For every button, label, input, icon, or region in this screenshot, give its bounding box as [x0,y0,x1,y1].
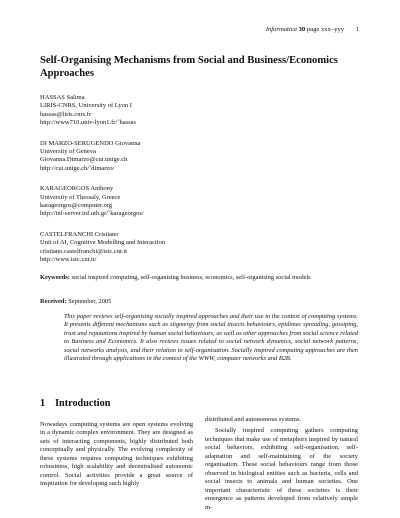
author-affiliation: University of Thessaly, Greece [40,193,121,201]
page-number: 1 [355,26,359,33]
author-url[interactable]: http://inf-server.inf.uth.gr/˜karageorgos/ [40,210,144,218]
author-block [40,94,360,128]
section-number: 1 [40,398,46,409]
body-column-left [40,421,193,489]
author-email[interactable]: Giovanna.Dimarzo@cui.unige.ch [40,156,128,164]
journal-volume: 30 [298,26,306,33]
author-url[interactable]: http://www710.univ-lyon1.fr/˜hassas [40,119,137,127]
author-block [40,231,360,265]
paper-title: Self-Organising Mechanisms from Social and Business/Economics Approaches [40,55,338,79]
keywords [40,274,360,283]
body-paragraph: Nowadays computing systems are open systems evolving in a dynamic complex environment. They are designed as sets of interacting components, highly distributed both conceptually and physically. The evolving complexity of these systems requires computing techniques exhibiting robustness, high scalability and decentralised autonomic control. Social activities provide a great source of inspiration for developing such highly [40,421,193,488]
author-url[interactable]: http://www.istc.cnr.it/ [40,256,97,264]
author-name: HASSAS Salima [40,94,85,101]
author-name: DI MARZO-SERUGENDO Giovanna [40,139,141,147]
received-value: September, 2005 [68,298,112,305]
author-email[interactable]: cristiano.castelfranchi@istc.cnr.it [40,247,128,255]
author-name: CASTELFRANCHI Cristiano [40,230,119,238]
section-title: Introduction [55,398,111,409]
running-head [266,26,359,33]
author-block [40,140,360,174]
abstract: This paper reviews self-organising socially inspired approaches and their use in the context of computing systems. It presents different mechanisms such as stigmergy from social insects behaviours, epidimec spreading, gossiping, trust and reputations inspired by human social behaviours, as well as other approaches from social science related to Business and Economics. It also reviews issues related to social network dynamics, social network patterns, social networks analysis, and their relation to self-organisation. Socially inspired computing approaches are then illustrated through applications in the context of the WWW, computer networks and B2B. [64,313,358,363]
received-date [40,298,111,305]
journal-pages: page xxx–yyy [306,26,345,33]
author-affiliation: LIRIS-CNRS, University of Lyon I [40,102,132,110]
received-label: Received: [40,298,67,305]
author-email[interactable]: karageorgos@computer.org [40,202,112,210]
author-affiliation: University of Geneva [40,148,96,156]
author-block [40,185,360,219]
section-heading [40,398,110,409]
body-paragraph-continuation: distributed and autonomous systems. [205,416,302,423]
author-url[interactable]: http://cui.unige.ch/˜dimarzo/ [40,164,115,172]
author-affiliation: Unit of AI, Cognitive Modelling and Interaction [40,239,166,247]
keywords-label: Keywords: [40,274,70,281]
author-email[interactable]: hassas@liris.cnrs.fr [40,110,92,118]
journal-name: Informatica [265,26,297,33]
body-column-right [205,416,358,512]
author-name: KARAGEORGOS Anthony [40,185,114,193]
body-paragraph: Socially inspired computing gathers computing techniques that make use of metaphors inspired by natural social behaviors, exhibiting self-organisation, self-adaptation and self-maintaining of the society organisation. These social behaviours range from those observed in biological entities such as bacteria, cells and social insects to animals and human societies. One important characteristic of these societies is their emergence as patterns developed from relatively simple in- [205,427,358,511]
author-list [40,94,360,277]
keywords-text: social inspired computing, self-organising business, economics, self-organising social models [71,274,311,281]
